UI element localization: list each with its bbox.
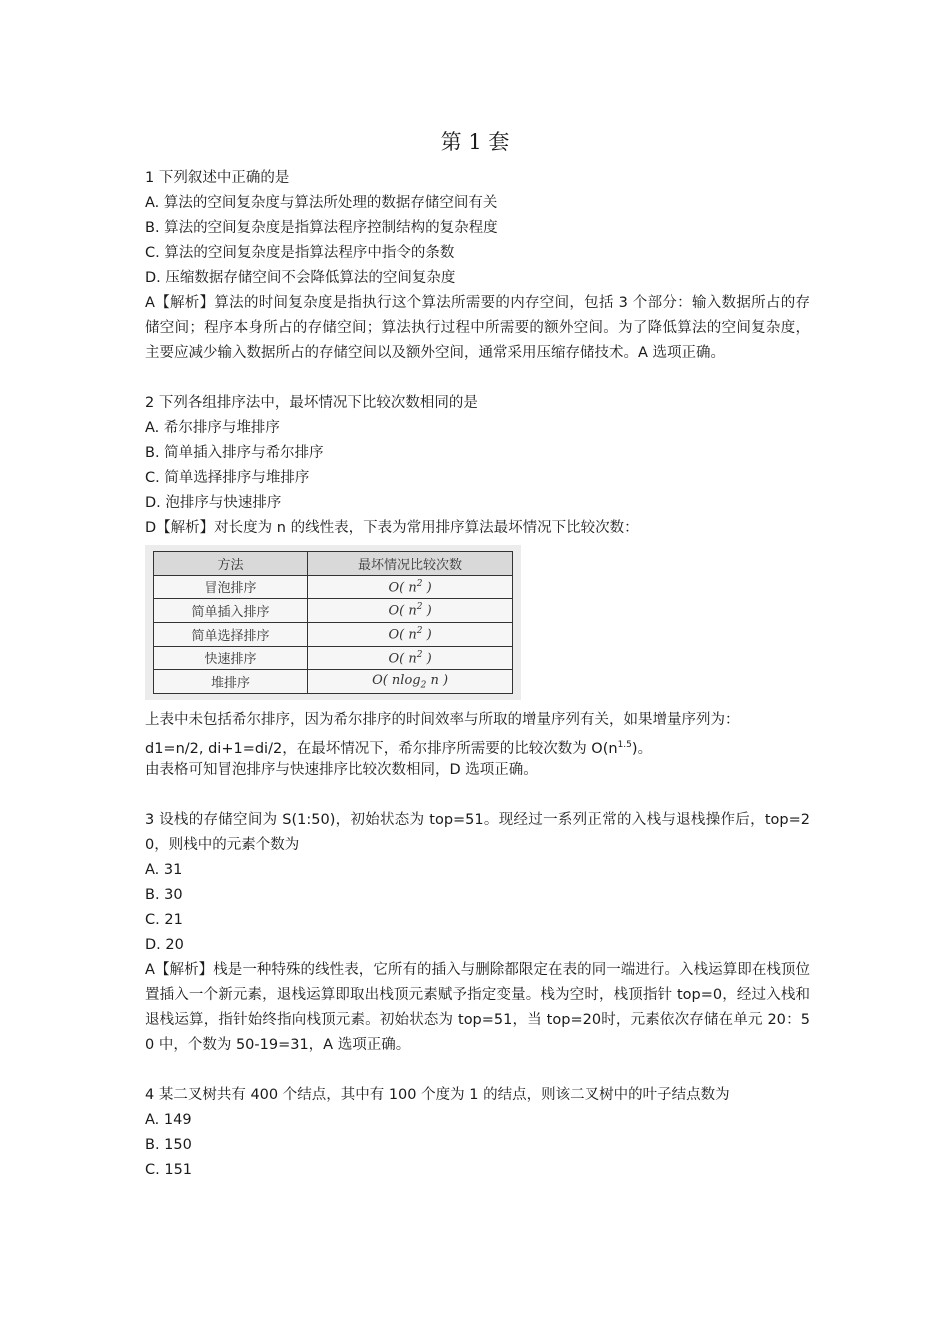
q2-analysis-shell-2: d1=n/2, di+1=di/2，在最坏情况下，希尔排序所需要的比较次数为 $O(n^{1.5})$。 (145, 740, 653, 757)
table-cell-method: 快速排序 (154, 646, 308, 670)
table-cell-complexity: O( $n^2$ ) (308, 622, 513, 646)
table-cell-complexity: O( $n^2$ ) (308, 599, 513, 623)
q4-option-b: B. 150 (145, 1137, 192, 1153)
q2-option-c: C. 简单选择排序与堆排序 (145, 470, 310, 486)
q1-option-d: D. 压缩数据存储空间不会降低算法的空间复杂度 (145, 270, 456, 286)
table-cell-method: 简单选择排序 (154, 622, 308, 646)
table-cell-complexity: O( $n^2$ ) (308, 646, 513, 670)
q4-question: 4 某二叉树共有 400 个结点，其中有 100 个度为 1 的结点，则该二叉树中的叶子结点数为 (145, 1087, 730, 1103)
table-cell-method: 冒泡排序 (154, 575, 308, 599)
table-row (154, 599, 513, 623)
table-row (154, 670, 513, 694)
sorting-comparison-table (153, 551, 513, 694)
q2-option-d: D. 泡排序与快速排序 (145, 495, 282, 511)
table-row (154, 622, 513, 646)
q2-analysis-conclusion: 由表格可知冒泡排序与快速排序比较次数相同，D 选项正确。 (145, 762, 538, 778)
q4-option-c: C. 151 (145, 1162, 193, 1178)
q2-analysis-shell-1: 上表中未包括希尔排序，因为希尔排序的时间效率与所取的增量序列有关，如果增量序列为： (145, 712, 740, 728)
q2-question: 2 下列各组排序法中，最坏情况下比较次数相同的是 (145, 395, 478, 411)
q1-option-c: C. 算法的空间复杂度是指算法程序中指令的条数 (145, 245, 455, 261)
document-content (145, 166, 810, 1183)
q1-analysis: A【解析】算法的时间复杂度是指执行这个算法所需要的内存空间，包括 3 个部分：输入数据所占的存储空间；程序本身所占的存储空间；算法执行过程中所需要的额外空间。为了降低算法的空间复杂度，主要应减少输入数据所占的存储空间以及额外空间，通常采用压缩存储技术。A 选项正确。 (145, 295, 810, 361)
table-header-method: 方法 (154, 552, 308, 576)
q2-option-a: A. 希尔排序与堆排序 (145, 420, 280, 436)
sorting-table-image (145, 545, 521, 700)
q3-question: 3 设栈的存储空间为 S(1:50)，初始状态为 top=51。现经过一系列正常的入栈与退栈操作后，top=20，则栈中的元素个数为 (145, 812, 810, 853)
q3-option-a: A. 31 (145, 862, 183, 878)
table-cell-method: 简单插入排序 (154, 599, 308, 623)
table-row (154, 646, 513, 670)
q1-question: 1 下列叙述中正确的是 (145, 170, 290, 186)
q2-option-b: B. 简单插入排序与希尔排序 (145, 445, 324, 461)
q3-option-d: D. 20 (145, 937, 184, 953)
q2-analysis-intro: D【解析】对长度为 n 的线性表，下表为常用排序算法最坏情况下比较次数： (145, 520, 639, 536)
q1-option-b: B. 算法的空间复杂度是指算法程序控制结构的复杂程度 (145, 220, 498, 236)
table-header-worst-case: 最坏情况比较次数 (308, 552, 513, 576)
q1-option-a: A. 算法的空间复杂度与算法所处理的数据存储空间有关 (145, 195, 498, 211)
q3-option-b: B. 30 (145, 887, 183, 903)
page-title: 第 1 套 (440, 130, 510, 154)
table-cell-complexity: O( $n^2$ ) (308, 575, 513, 599)
q4-option-a: A. 149 (145, 1112, 192, 1128)
q3-analysis: A【解析】栈是一种特殊的线性表，它所有的插入与删除都限定在表的同一端进行。入栈运算即在栈顶位置插入一个新元素，退栈运算即取出栈顶元素赋予指定变量。栈为空时，栈顶指针 top=0，经过入栈和退栈运算，指针始终指向栈顶元素。初始状态为 top=51，当 top=20时，元素依次存储在单元 20：50 中，个数为 50-19=31，A 选项正确。 (145, 962, 810, 1053)
table-cell-complexity: O( nlog$_2$ n ) (308, 670, 513, 694)
table-cell-method: 堆排序 (154, 670, 308, 694)
q3-option-c: C. 21 (145, 912, 183, 928)
table-row (154, 575, 513, 599)
